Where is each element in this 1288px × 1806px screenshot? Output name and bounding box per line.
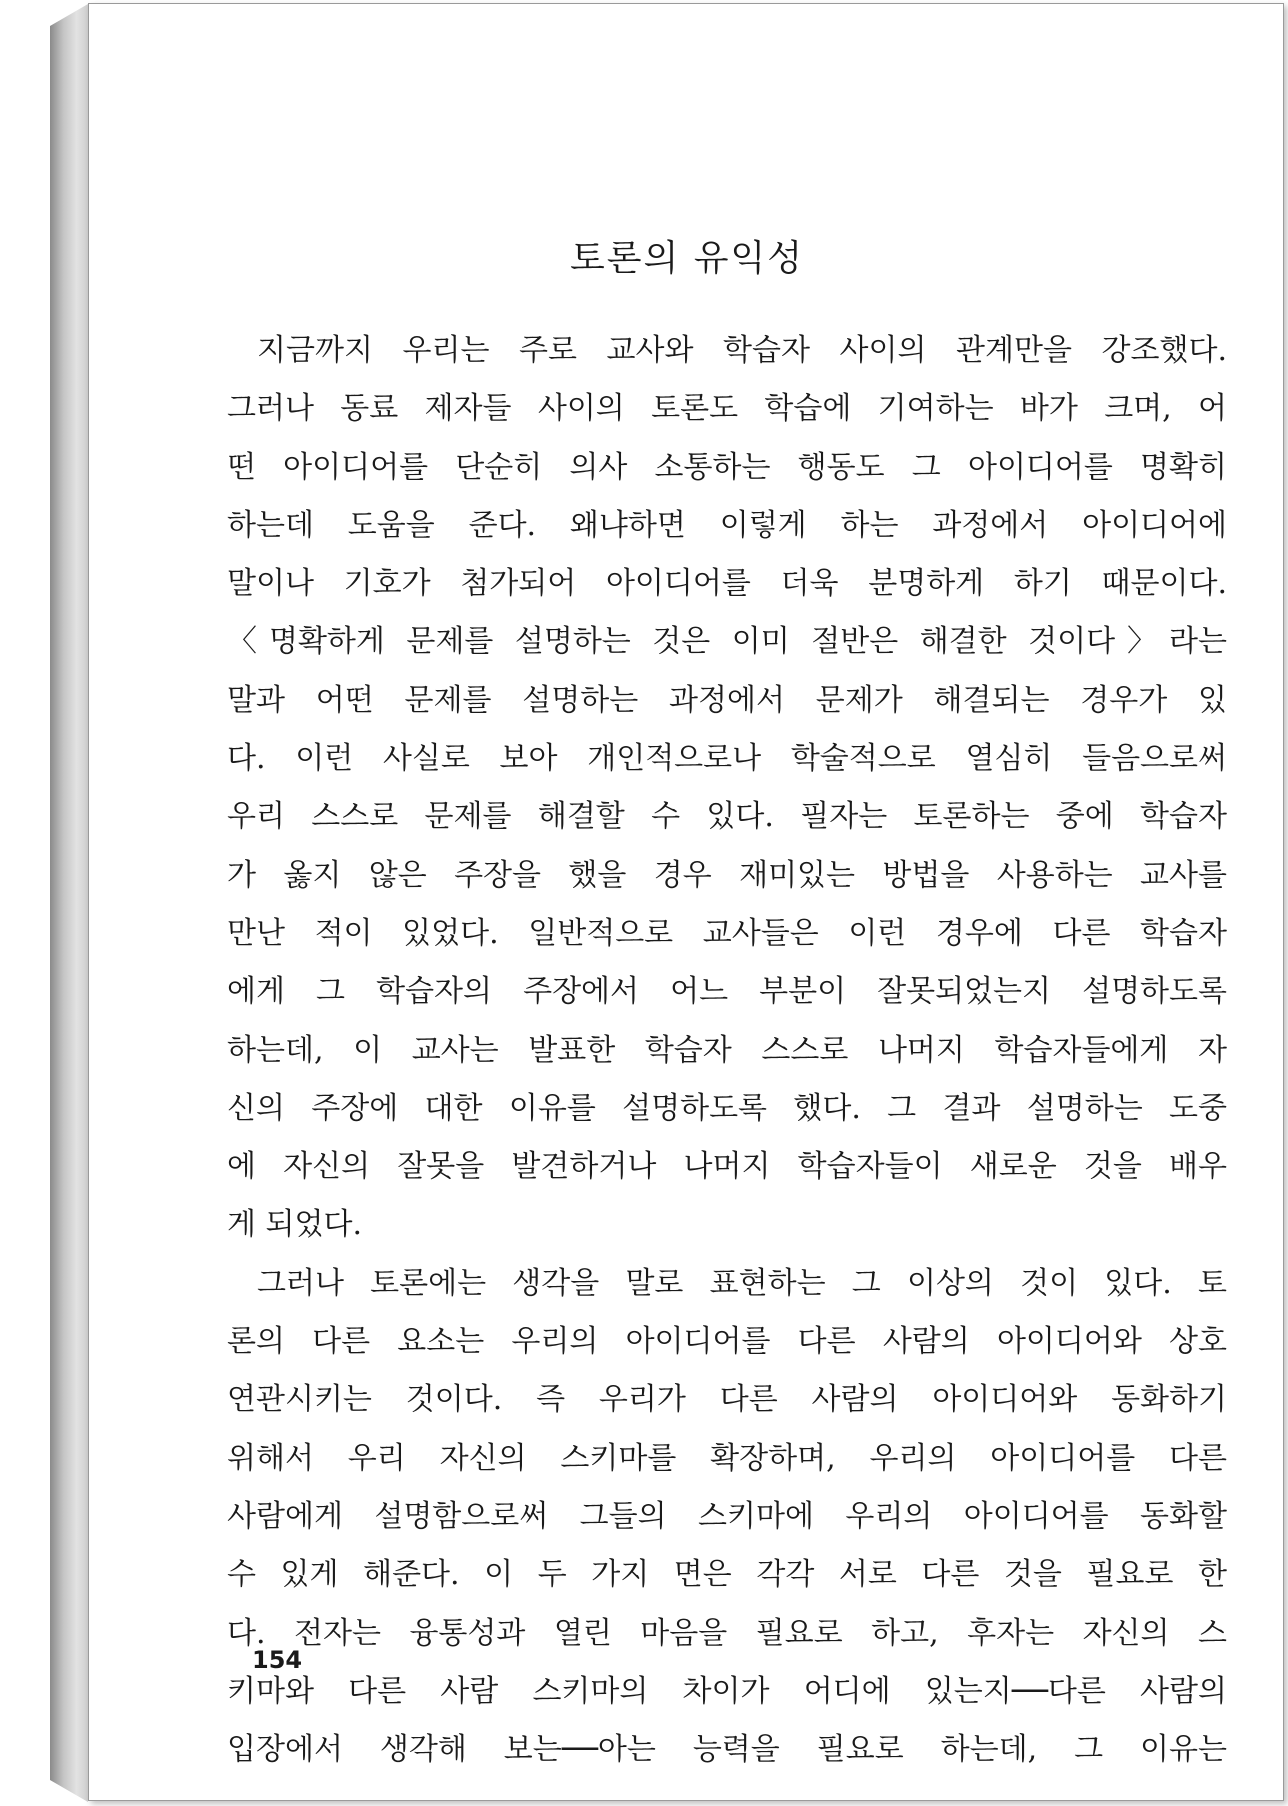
text-line: 수 있게 해준다. 이 두 가지 면은 각각 서로 다른 것을 필요로 한: [227, 1557, 1227, 1593]
text-line: 입장에서 생각해 보는──아는 능력을 필요로 하는데, 그 이유는: [227, 1732, 1227, 1768]
text-line: 에게 그 학습자의 주장에서 어느 부분이 잘못되었는지 설명하도록: [227, 974, 1227, 1010]
text-line: 떤 아이디어를 단순히 의사 소통하는 행동도 그 아이디어를 명확히: [227, 449, 1227, 485]
text-line: 신의 주장에 대한 이유를 설명하도록 했다. 그 결과 설명하는 도중: [227, 1090, 1227, 1126]
text-line: 연관시키는 것이다. 즉 우리가 다른 사람의 아이디어와 동화하기: [227, 1382, 1227, 1418]
text-line: 하는데 도움을 준다. 왜냐하면 이렇게 하는 과정에서 아이디어에: [227, 507, 1227, 543]
text-line: 〈명확하게 문제를 설명하는 것은 이미 절반은 해결한 것이다〉라는: [227, 624, 1227, 660]
text-line: 그러나 토론에는 생각을 말로 표현하는 그 이상의 것이 있다. 토: [257, 1265, 1227, 1301]
text-line: 위해서 우리 자신의 스키마를 확장하며, 우리의 아이디어를 다른: [227, 1440, 1227, 1476]
text-line: 다. 이런 사실로 보아 개인적으로나 학술적으로 열심히 들음으로써: [227, 741, 1227, 777]
text-line: 게 되었다.: [227, 1207, 362, 1243]
body-text: [227, 322, 1227, 1779]
text-line: 에 자신의 잘못을 발견하거나 나머지 학습자들이 새로운 것을 배우: [227, 1149, 1227, 1185]
text-line: 말이나 기호가 첨가되어 아이디어를 더욱 분명하게 하기 때문이다.: [227, 566, 1227, 602]
text-line: 만난 적이 있었다. 일반적으로 교사들은 이런 경우에 다른 학습자: [227, 915, 1227, 951]
text-line: 우리 스스로 문제를 해결할 수 있다. 필자는 토론하는 중에 학습자: [227, 799, 1227, 835]
text-line: 지금까지 우리는 주로 교사와 학습자 사이의 관계만을 강조했다.: [257, 333, 1227, 368]
book-spine: [50, 4, 88, 1802]
text-line: 말과 어떤 문제를 설명하는 과정에서 문제가 해결되는 경우가 있: [227, 682, 1227, 718]
text-line: 가 옳지 않은 주장을 했을 경우 재미있는 방법을 사용하는 교사를: [227, 857, 1227, 893]
text-line: 하는데, 이 교사는 발표한 학습자 스스로 나머지 학습자들에게 자: [227, 1032, 1227, 1068]
section-title: 토론의 유익성: [569, 238, 805, 279]
text-line: 사람에게 설명함으로써 그들의 스키마에 우리의 아이디어를 동화할: [227, 1498, 1227, 1534]
text-line: 론의 다른 요소는 우리의 아이디어를 다른 사람의 아이디어와 상호: [227, 1324, 1227, 1360]
page-number: 154: [252, 1646, 303, 1674]
text-line: 다. 전자는 융통성과 열린 마음을 필요로 하고, 후자는 자신의 스: [227, 1615, 1227, 1651]
text-line: 그러나 동료 제자들 사이의 토론도 학습에 기여하는 바가 크며, 어: [227, 391, 1227, 427]
text-line: 키마와 다른 사람 스키마의 차이가 어디에 있는지──다른 사람의: [227, 1673, 1227, 1709]
book-page: [88, 3, 1284, 1801]
